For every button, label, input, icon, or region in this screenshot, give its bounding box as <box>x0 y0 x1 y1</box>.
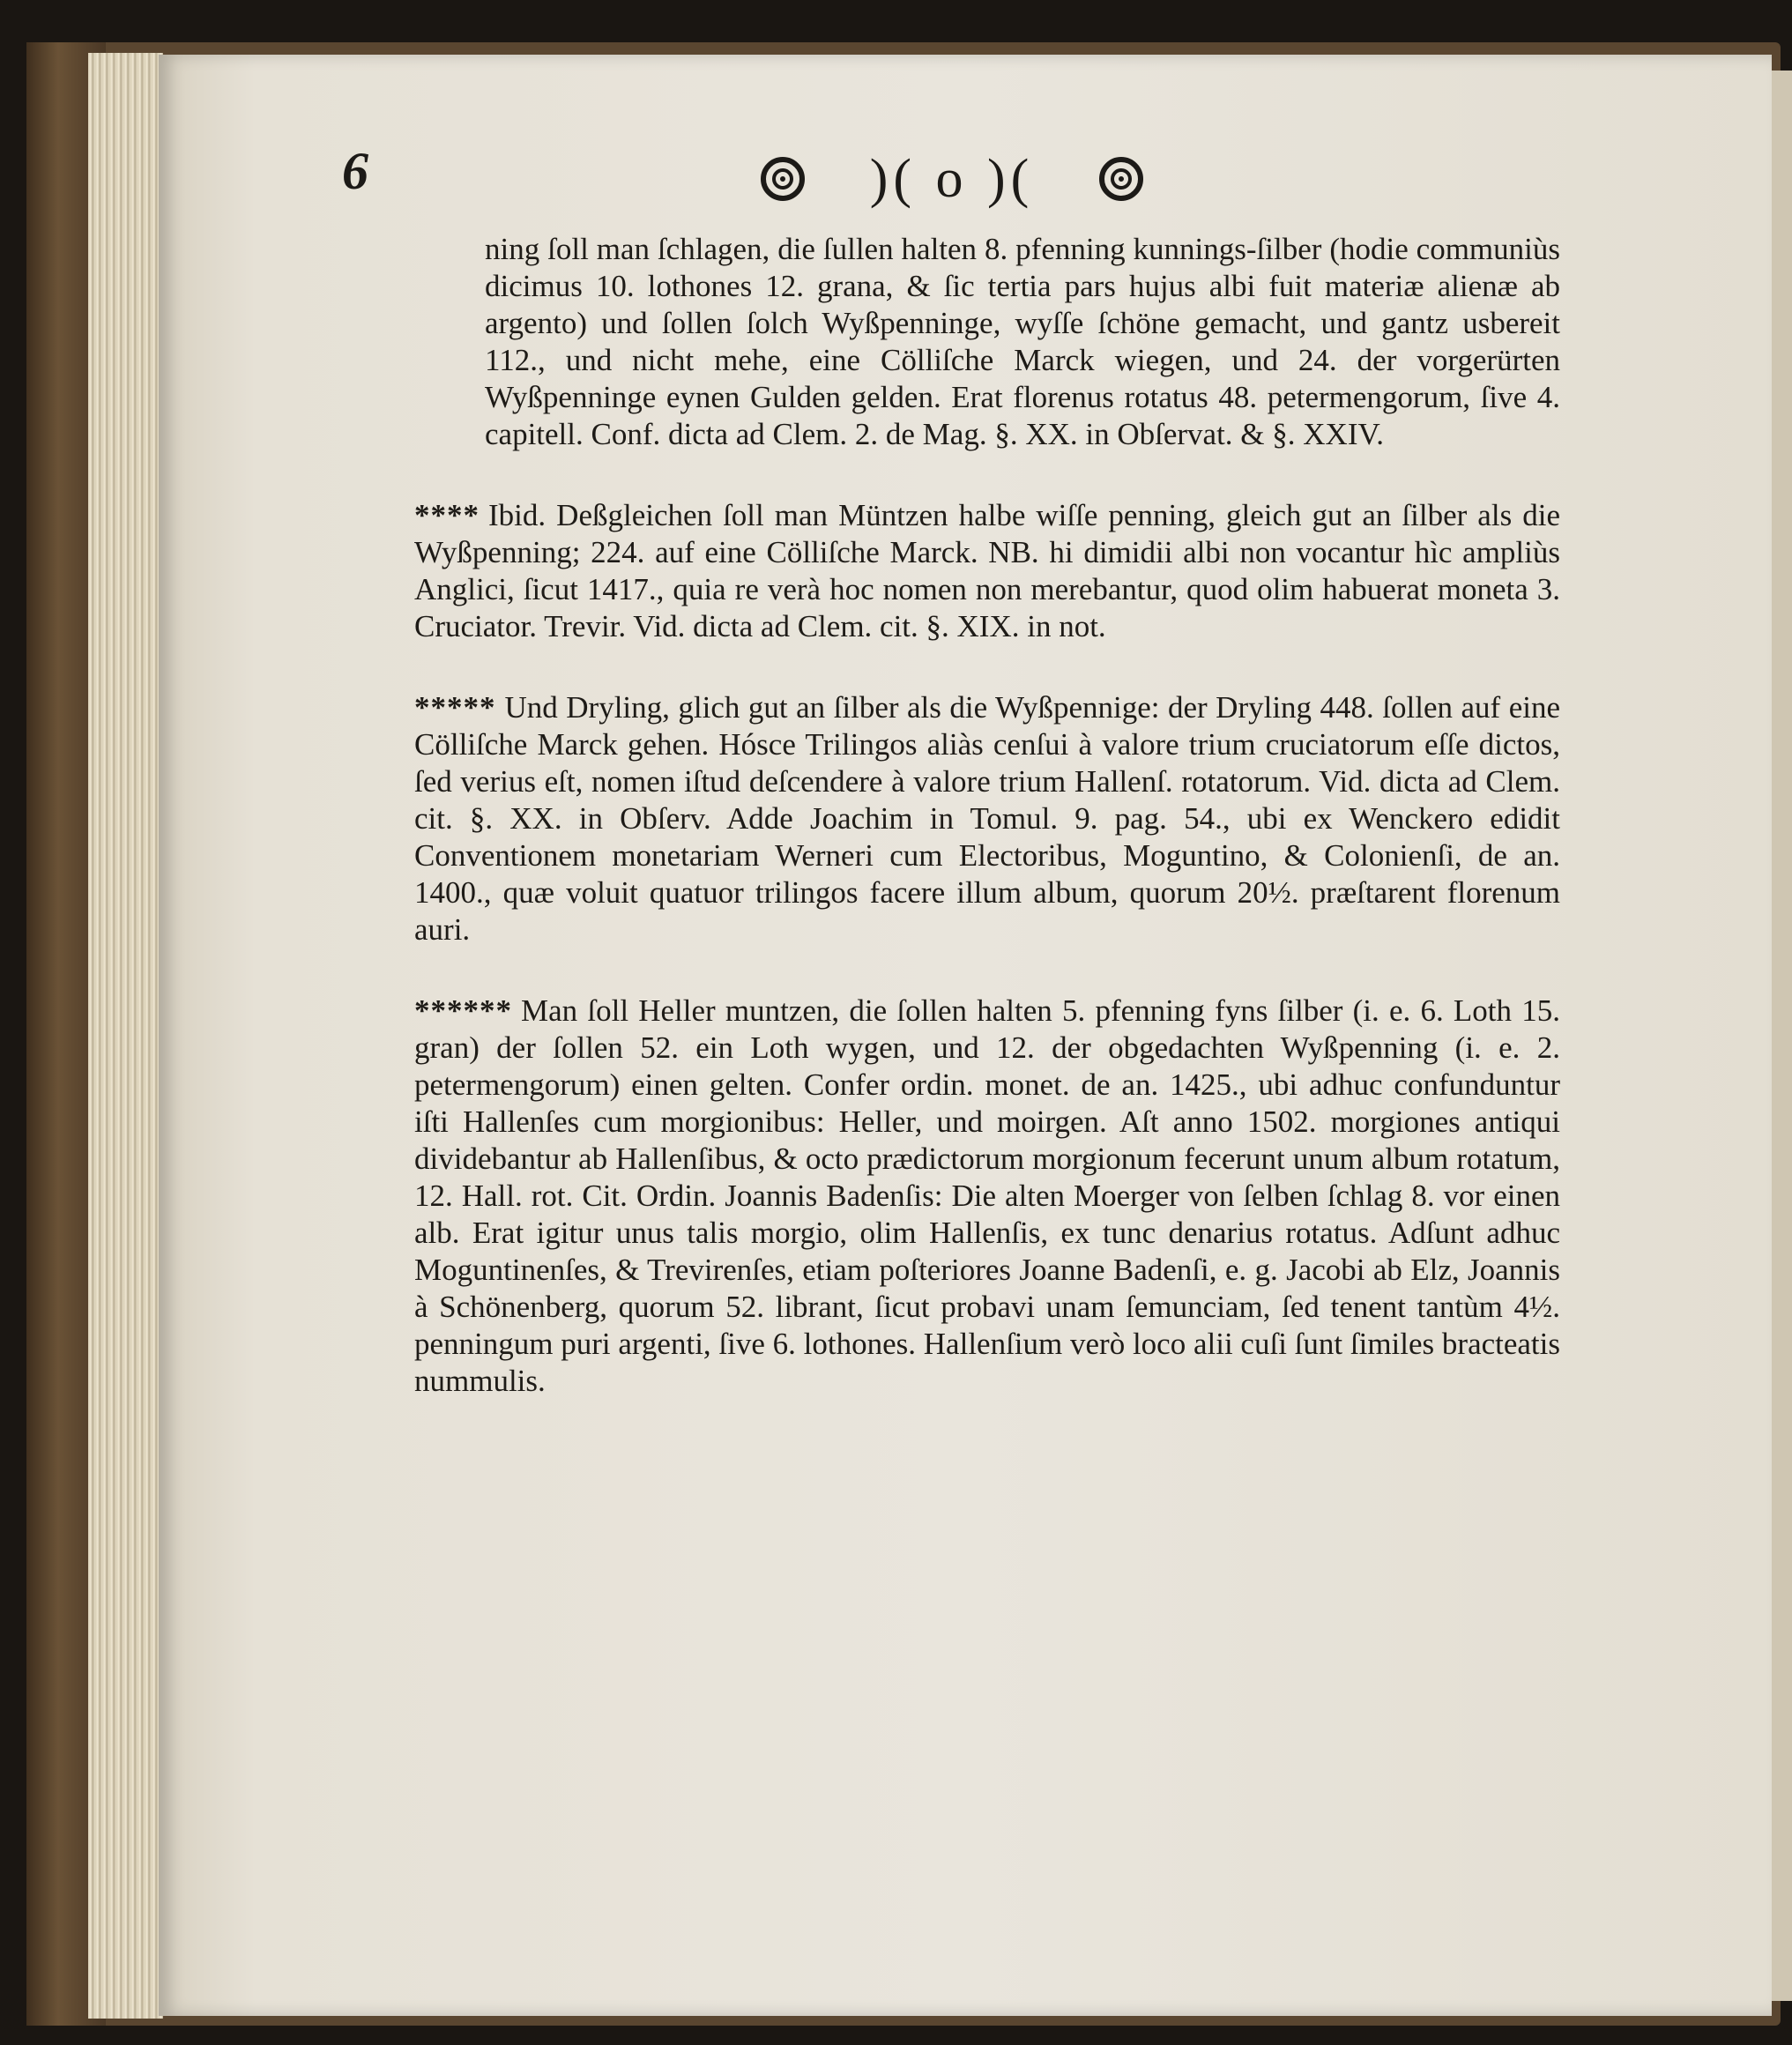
footnotes-text <box>414 231 1560 1444</box>
footnote-text: Man ſoll Heller muntzen, die ſollen halten 5. pfenning fyns ſilber (i. e. 6. Loth 15. gran) der ſollen 52. ein Loth wygen, und 12. der obgedachten Wyßpenning (i. e. 2. petermengorum) einen gelten. Confer ordin. monet. de an. 1425., ubi adhuc confunduntur iſti Hallenſes cum morgionibus: Heller, und moirgen. Aſt anno 1502. morgiones antiqui dividebantur ab Hallenſibus, & octo prædictorum morgionum fecerunt unum album rotatum, 12. Hall. rot. Cit. Ordin. Joannis Badenſis: Die alten Moerger von ſelben ſchlag 8. vor einen alb. Erat igitur unus talis morgio, olim Hallenſis, ex tunc denarius rotatus. Adſunt adhuc Moguntinenſes, & Trevirenſes, etiam poſteriores Joanne Badenſi, e. g. Jacobi ab Elz, Joannis à Schönenberg, quorum 52. librant, ſicut probavi unam ſemunciam, ſed tenent tantùm 4½. penningum puri argenti, ſive 6. lothones. Hallenſium verò loco alii cuſi ſunt ſimiles bracteatis nummulis. <box>414 993 1560 1398</box>
footnote-text: ning ſoll man ſchlagen, die ſullen halten 8. pfenning kunnings-ſilber (hodie communiùs dicimus 10. lothones 12. grana, & ſic tertia pars hujus albi fuit materiæ alienæ ab argento) und ſollen ſolch Wyßpenninge, wyſſe ſchöne gemacht, und gantz usbereit 112., und nicht mehe, eine Cölliſche Marck wiegen, und 24. der vorgerürten Wyßpenninge eynen Gulden gelden. Erat florenus rotatus 48. petermengorum, ſive 4. capitell. Conf. dicta ad Clem. 2. de Mag. §. XX. in Obſervat. & §. XXIV. <box>485 232 1560 451</box>
footnote-continuation <box>485 231 1560 453</box>
rosette-right-icon <box>1097 154 1146 204</box>
footnote-4 <box>414 497 1560 645</box>
footnote-text: Und Dryling, glich gut an ſilber als die Wyßpennige: der Dryling 448. ſollen auf eine Cölliſche Marck gehen. Hósce Trilingos aliàs cenſui à valore trium cruciatorum eſſe dictos, ſed verius eſt, nomen iſtud deſcendere à valore trium Hallenſ. rotatorum. Vid. dicta ad Clem. cit. §. XX. in Obſerv. Adde Joachim in Tomul. 9. pag. 54., ubi ex Wenckero edidit Conventionem monetariam Werneri cum Electoribus, Moguntino, & Colonienſi, de an. 1400., quæ voluit quatuor trilingos facere illum album, quorum 20½. præſtarent florenum auri. <box>414 690 1560 947</box>
footnote-6 <box>414 993 1560 1400</box>
footnote-5 <box>414 689 1560 948</box>
footnote-marker: **** <box>414 498 480 532</box>
footnote-text: Ibid. Deßgleichen ſoll man Müntzen halbe wiſſe penning, gleich gut an ſilber als die Wyßpenning; 224. auf eine Cölliſche Marck. NB. hi dimidii albi non vocantur hìc ampliùs Anglici, ſicut 1417., quia re verà hoc nomen non merebantur, quod olim habuerat moneta 3. Cruciator. Trevir. Vid. dicta ad Clem. cit. §. XIX. in not. <box>414 498 1560 643</box>
footnote-marker: ****** <box>414 993 512 1028</box>
header-ornament <box>758 139 1146 219</box>
page-edges <box>88 53 163 2019</box>
footnote-marker: ***** <box>414 690 496 725</box>
page-number: 6 <box>342 142 368 200</box>
rosette-left-icon <box>758 154 807 204</box>
ornament-middle: )( o )( <box>869 148 1035 209</box>
